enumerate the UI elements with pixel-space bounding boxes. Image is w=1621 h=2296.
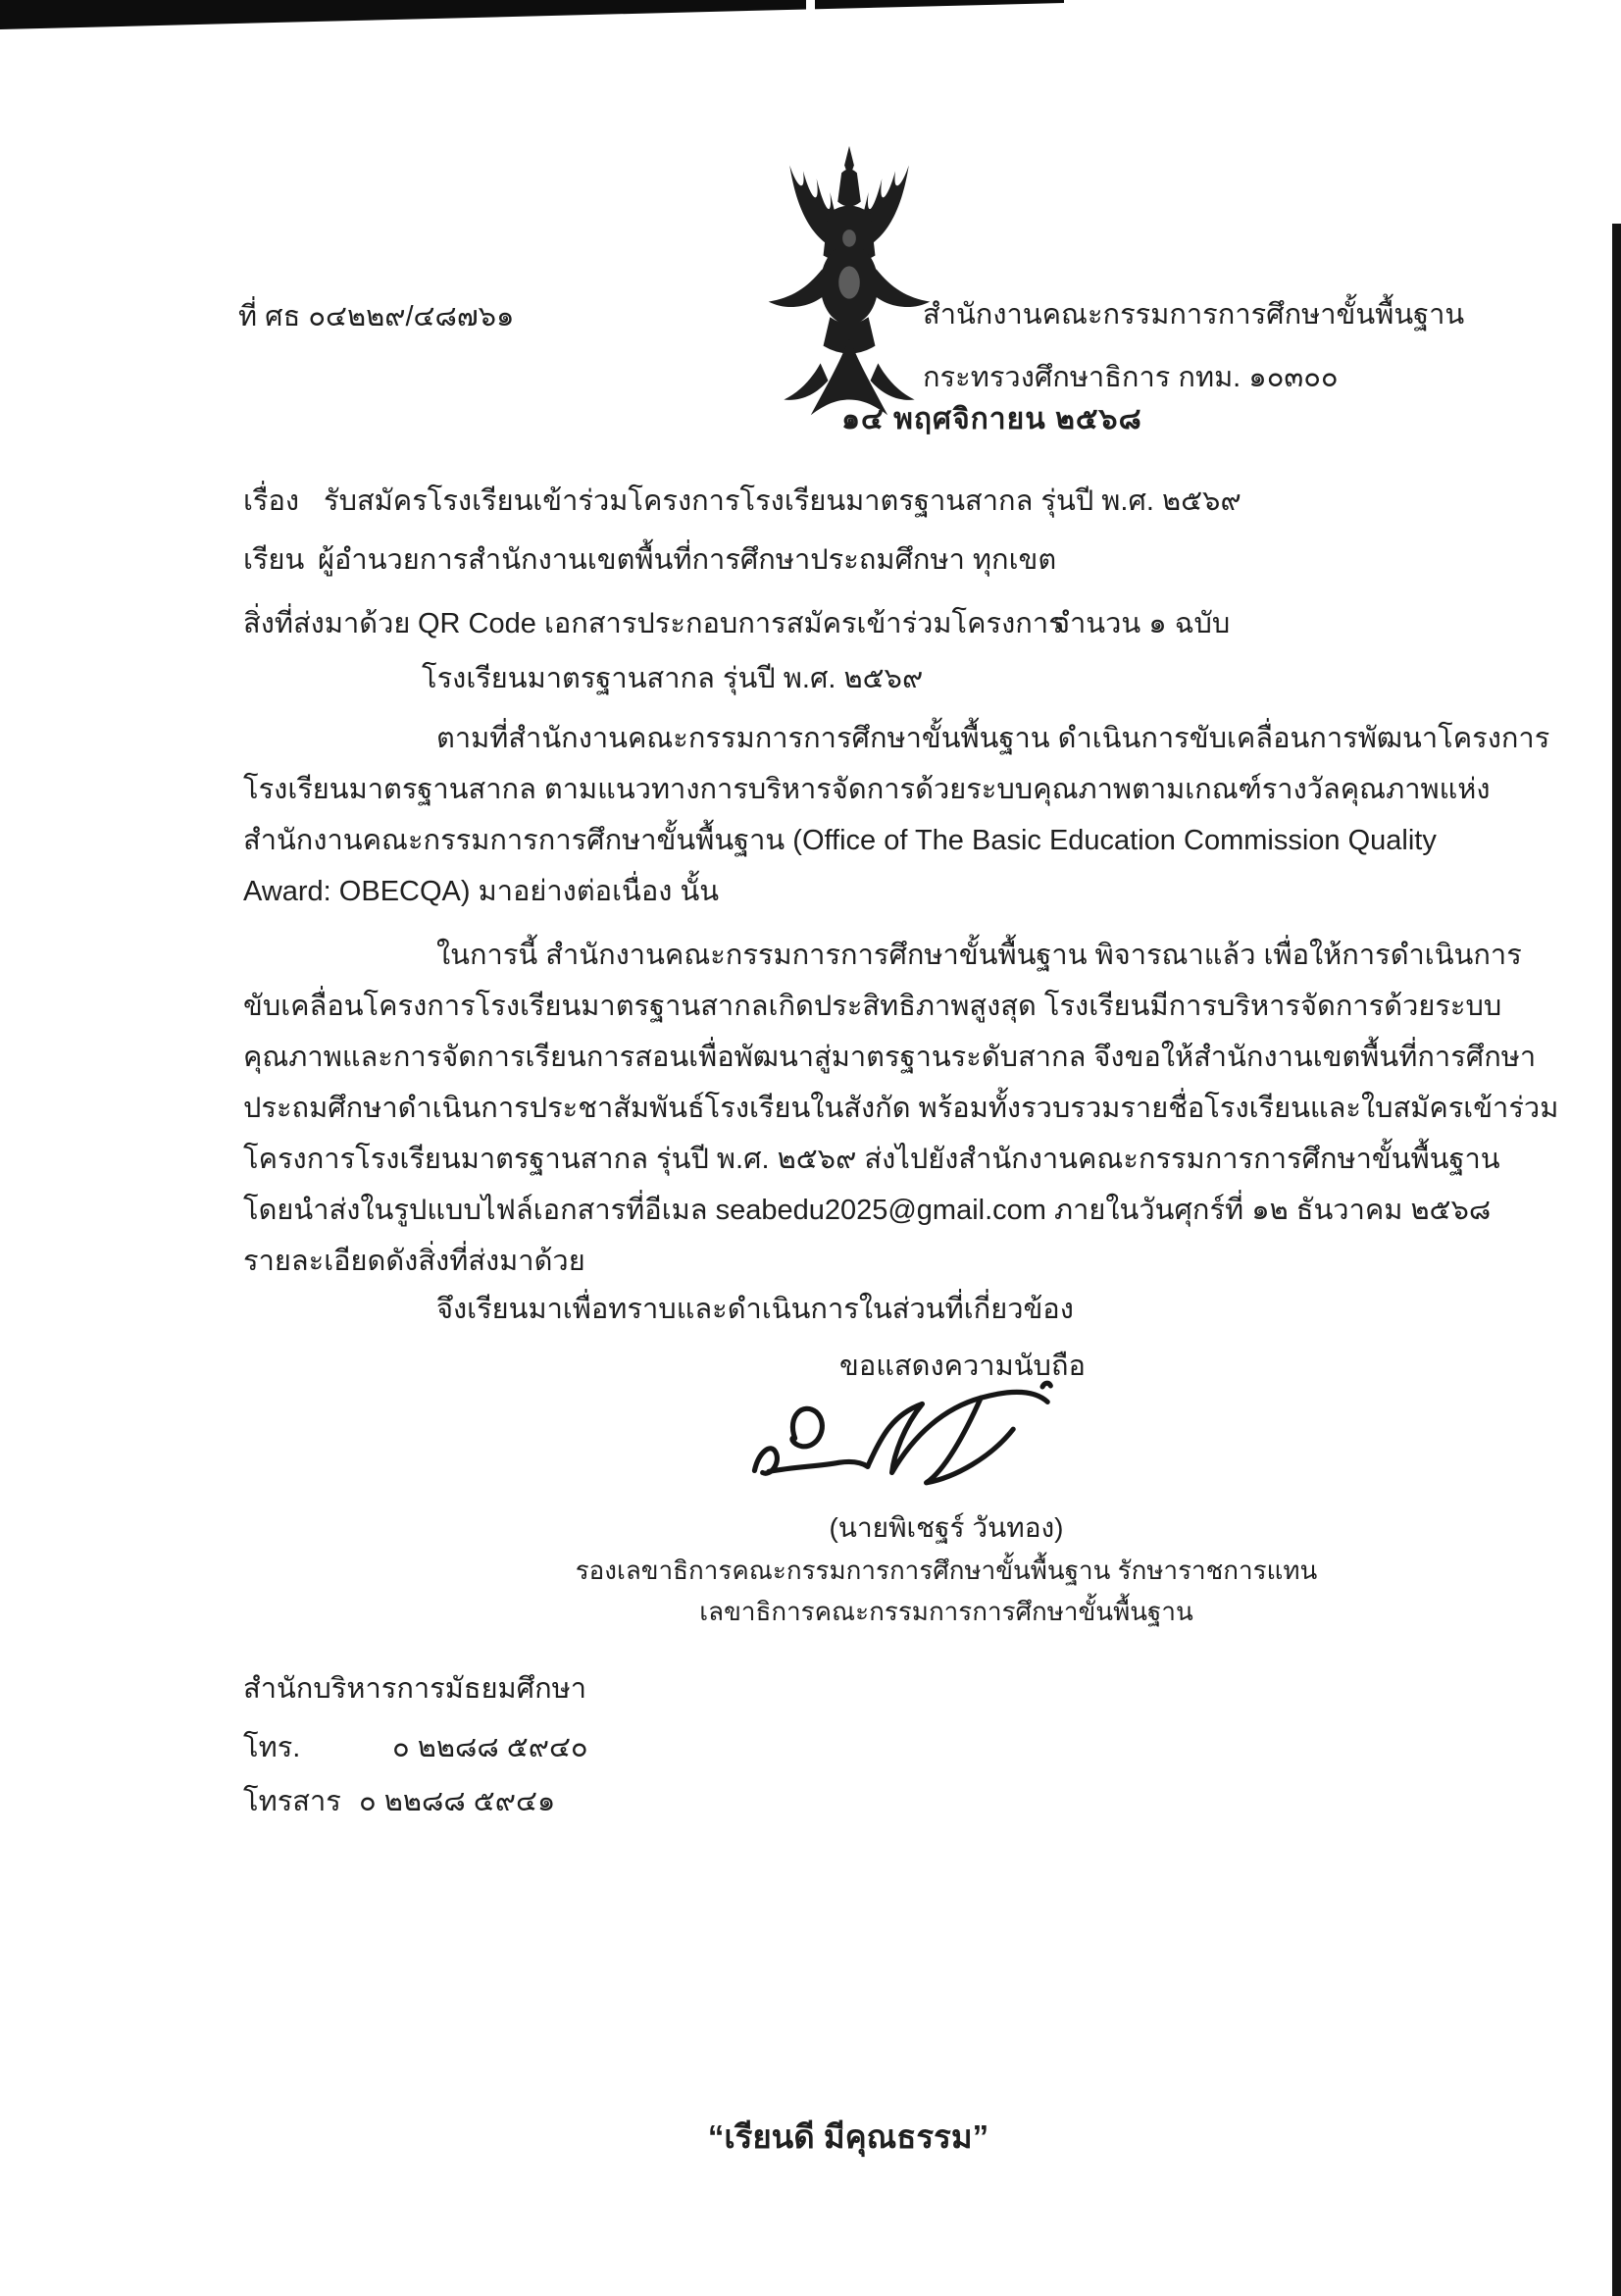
signer-title-line2: เลขาธิการคณะกรรมการการศึกษาขั้นพื้นฐาน xyxy=(699,1597,1193,1626)
attachment-line xyxy=(243,600,1064,645)
document-date: ๑๔ พฤศจิกายน ๒๕๖๘ xyxy=(841,403,1142,435)
telephone-line xyxy=(243,1724,588,1769)
to-label: เรียน xyxy=(243,544,305,576)
agency-name: สำนักงานคณะกรรมการการศึกษาขั้นพื้นฐาน xyxy=(923,299,1465,331)
telephone-number: ๐ ๒๒๘๘ ๕๙๔๐ xyxy=(392,1732,588,1763)
fax-label: โทรสาร xyxy=(243,1786,341,1817)
subject-line xyxy=(243,478,1241,523)
fax-line xyxy=(243,1778,555,1823)
scan-artifact-right-edge xyxy=(1612,224,1621,2296)
attachment-text: QR Code เอกสารประกอบการสมัครเข้าร่วมโครงการ xyxy=(418,608,1064,639)
signature-scribble-icon xyxy=(740,1373,1074,1505)
salutation: ขอแสดงความนับถือ xyxy=(839,1351,1086,1382)
garuda-emblem-icon xyxy=(753,135,945,430)
fax-number: ๐ ๒๒๘๘ ๕๙๔๑ xyxy=(359,1786,556,1817)
to-line xyxy=(243,536,1056,582)
scan-artifact-band-notch xyxy=(806,0,815,12)
telephone-label: โทร. xyxy=(243,1732,301,1763)
agency-address: กระทรวงศึกษาธิการ กทม. ๑๐๓๐๐ xyxy=(923,362,1339,393)
signer-name: (นายพิเชฐร์ วันทอง) xyxy=(829,1512,1064,1543)
document-ref-number: ที่ ศธ ๐๔๒๒๙/๔๘๗๖๑ xyxy=(238,301,515,332)
subject-label: เรื่อง xyxy=(243,485,300,517)
attachment-text-line2: โรงเรียนมาตรฐานสากล รุ่นปี พ.ศ. ๒๕๖๙ xyxy=(422,663,924,694)
subject-text: รับสมัครโรงเรียนเข้าร่วมโครงการโรงเรียนมาตรฐานสากล รุ่นปี พ.ศ. ๒๕๖๙ xyxy=(324,485,1241,517)
body-paragraph-2: ในการนี้ สำนักงานคณะกรรมการการศึกษาขั้นพื้นฐาน พิจารณาแล้ว เพื่อให้การดำเนินการ ขับเคลื่อนโครงการโรงเรียนมาตรฐานสากลเกิดประสิทธิภาพสูงสุด โรงเรียนมีการบริหารจัดการด้วยระบบ คุณภาพและการจัดการเรียนการสอนเพื่อพัฒนาสู่มาตรฐานระดับสากล จึงขอให้สำนักงานเขตพื้นที่การศึกษา ประถมศึกษาดำเนินการประชาสัมพันธ์โรงเรียนในสังกัด พร้อมทั้งรวบรวมรายชื่อโรงเรียนและใบสมัครเข้าร่วม โครงการโรงเรียนมาตรฐานสากล รุ่นปี พ.ศ. ๒๕๖๙ ส่งไปยังสำนักงานคณะกรรมการการศึกษาขั้นพื้นฐาน โดยนำส่งในรูปแบบไฟล์เอกสารที่อีเมล seabedu2025@gmail.com ภายในวันศุกร์ที่ ๑๒ ธันวาคม ๒๕๖๘ รายละเอียดดังสิ่งที่ส่งมาด้วย xyxy=(243,940,1559,1277)
ministry-slogan: “เรียนดี มีคุณธรรม” xyxy=(707,2118,989,2155)
body-paragraph-1: ตามที่สำนักงานคณะกรรมการการศึกษาขั้นพื้นฐาน ดำเนินการขับเคลื่อนการพัฒนาโครงการ โรงเรียนมาตรฐานสากล ตามแนวทางการบริหารจัดการด้วยระบบคุณภาพตามเกณฑ์รางวัลคุณภาพแห่ง สำนักงานคณะกรรมการการศึกษาขั้นพื้นฐาน (Office of The Basic Education Commission Quality Award: OBECQA) มาอย่างต่อเนื่อง นั้น xyxy=(243,723,1550,907)
to-text: ผู้อำนวยการสำนักงานเขตพื้นที่การศึกษาประถมศึกษา ทุกเขต xyxy=(318,544,1057,576)
scan-artifact-top-band xyxy=(0,0,1064,29)
attachment-label: สิ่งที่ส่งมาด้วย xyxy=(243,608,411,639)
issuing-office: สำนักบริหารการมัธยมศึกษา xyxy=(243,1673,587,1705)
signer-title-line1: รองเลขาธิการคณะกรรมการการศึกษาขั้นพื้นฐาน รักษาราชการแทน xyxy=(575,1556,1318,1585)
attachment-count: จำนวน ๑ ฉบับ xyxy=(1053,608,1231,639)
closing-sentence: จึงเรียนมาเพื่อทราบและดำเนินการในส่วนที่เกี่ยวข้อง xyxy=(436,1294,1074,1325)
